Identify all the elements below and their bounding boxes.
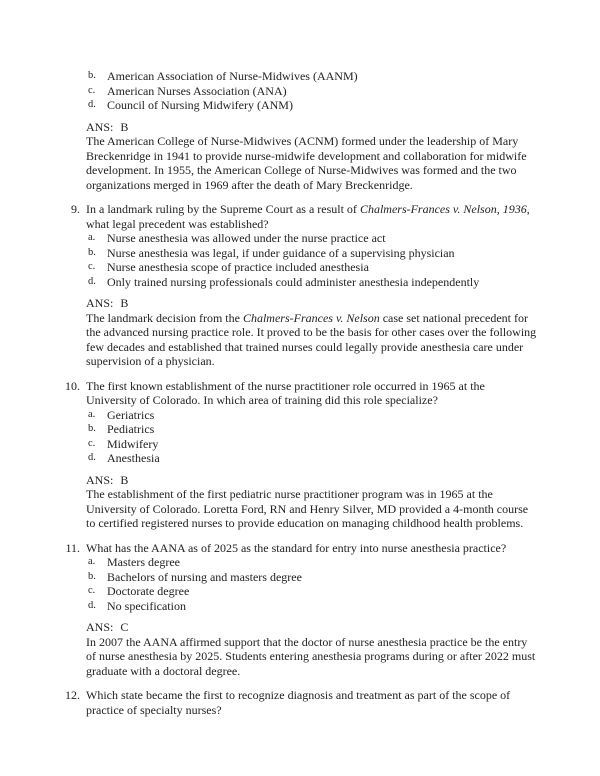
- answer-row: [86, 620, 538, 635]
- rationale-text: In 2007 the AANA affirmed support that the doctor of nurse anesthesia practice be the entry of nurse anesthesia by 2025. Students entering anesthesia programs during or after 2022 must graduate with a doctoral degree.: [86, 634, 536, 678]
- answer-label: ANS:: [86, 119, 114, 134]
- question-row: [62, 202, 538, 231]
- rationale-text: The American College of Nurse-Midwives (ACNM) formed under the leadership of Mary Breckenridge in 1941 to provide nurse-midwife development and collaboration for midwife development. In 1955, the American College of Nurse-Midwives was formed and the two organizations merged in 1969 after the death of Mary Breckenridge.: [86, 134, 527, 192]
- rationale-text: The landmark decision from the Chalmers-Frances v. Nelson case set national precedent for the advanced nursing practice role. It proved to be the basis for other cases over the following few decades and established that trained nurses could legally provide anesthesia care under supervision of a physician.: [86, 310, 537, 368]
- option-text: Nurse anesthesia was legal, if under guidance of a supervising physician: [107, 245, 455, 260]
- option-row: [88, 555, 538, 570]
- option-row: [88, 98, 538, 113]
- answer-section: [86, 120, 538, 193]
- option-letter: b.: [88, 423, 96, 434]
- option-letter: a.: [88, 408, 96, 420]
- option-row: [88, 422, 538, 437]
- option-letter: c.: [88, 261, 96, 272]
- option-row: [88, 599, 538, 614]
- option-letter: c.: [88, 585, 96, 596]
- option-letter: a.: [88, 556, 96, 567]
- question-stem: Which state became the first to recognize diagnosis and treatment as part of the scope of practice of specialty nurses?: [86, 688, 511, 717]
- option-text: Council of Nursing Midwifery (ANM): [107, 98, 293, 112]
- question-stem: The first known establishment of the nurse practitioner role occurred in 1965 at the University of Colorado. In which area of training did this role specialize?: [86, 378, 485, 407]
- option-row: [88, 260, 538, 275]
- answer-value: B: [120, 119, 129, 134]
- rationale-text: The establishment of the first pediatric nurse practitioner program was in 1965 at the University of Colorado. Loretta Ford, RN and Henry Silver, MD provided a 4-month course to certified registered nurses to provide education on managing childhood health problems.: [86, 487, 529, 530]
- option-row: [88, 246, 538, 261]
- question-number: 11.: [65, 540, 80, 555]
- option-letter: b.: [88, 570, 96, 582]
- option-text: Nurse anesthesia was allowed under the nurse practice act: [107, 231, 386, 245]
- answer-section: [86, 473, 538, 531]
- answer-section: [86, 620, 538, 678]
- option-letter: c.: [88, 437, 96, 449]
- answer-value: B: [120, 296, 129, 310]
- question-row: [62, 541, 538, 556]
- option-text: Bachelors of nursing and masters degree: [107, 569, 302, 584]
- option-row: [88, 275, 538, 290]
- answer-row: [86, 473, 538, 488]
- option-text: Masters degree: [107, 555, 180, 569]
- question-stem: In a landmark ruling by the Supreme Court as a result of Chalmers-Frances v. Nelson, 1936, what legal precedent was established?: [86, 202, 530, 231]
- option-text: American Nurses Association (ANA): [107, 83, 287, 98]
- option-row: [88, 84, 538, 99]
- option-letter: b.: [88, 246, 96, 258]
- answer-value: B: [120, 472, 129, 487]
- option-letter: c.: [88, 84, 96, 96]
- option-row: [88, 437, 538, 452]
- question-block: [62, 379, 538, 531]
- answer-row: [86, 296, 538, 311]
- question-number: 10.: [65, 378, 80, 393]
- answer-value: C: [120, 620, 129, 634]
- option-row: [88, 408, 538, 423]
- option-row: [88, 584, 538, 599]
- option-row: [88, 570, 538, 585]
- answer-row: [86, 120, 538, 135]
- option-text: Pediatrics: [107, 422, 155, 436]
- question-stem: What has the AANA as of 2025 as the standard for entry into nurse anesthesia practice?: [86, 540, 507, 555]
- question-block: [62, 541, 538, 679]
- option-letter: d.: [88, 452, 96, 463]
- option-text: Midwifery: [107, 436, 159, 451]
- answer-section: [86, 296, 538, 369]
- option-text: Anesthesia: [107, 451, 160, 465]
- option-text: No specification: [107, 598, 186, 613]
- question-row: [62, 379, 538, 408]
- option-row: [88, 69, 538, 84]
- option-text: Doctorate degree: [107, 584, 190, 598]
- answer-label: ANS:: [86, 472, 114, 487]
- question-number: 12.: [65, 688, 80, 702]
- answer-label: ANS:: [86, 620, 114, 634]
- question-row: [62, 688, 538, 717]
- question-block: [62, 69, 538, 192]
- option-letter: d.: [88, 99, 96, 110]
- option-row: [88, 231, 538, 246]
- question-block: [62, 202, 538, 369]
- option-letter: b.: [88, 70, 96, 81]
- option-letter: a.: [88, 232, 96, 243]
- option-letter: d.: [88, 599, 96, 611]
- option-text: Geriatrics: [107, 407, 155, 422]
- option-text: Only trained nursing professionals could administer anesthesia independently: [107, 274, 480, 289]
- option-row: [88, 451, 538, 466]
- question-block: [62, 688, 538, 717]
- option-letter: d.: [88, 275, 96, 287]
- option-text: American Association of Nurse-Midwives (AANM): [107, 69, 358, 83]
- question-number: 9.: [71, 202, 80, 216]
- answer-label: ANS:: [86, 296, 114, 310]
- option-text: Nurse anesthesia scope of practice included anesthesia: [107, 260, 369, 274]
